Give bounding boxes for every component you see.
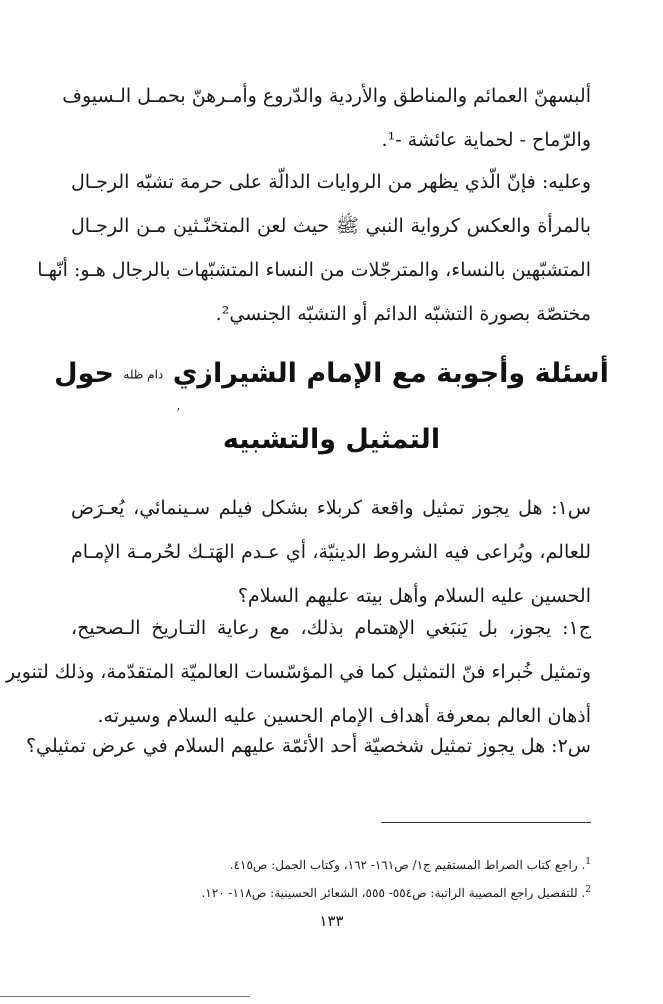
text-line: وتمثيل خُبراء فنّ التمثيل كما في المؤسّسات العالميّة المتقدّمة، وذلك لتنوير [5, 661, 591, 683]
paragraph-veiling [37, 160, 591, 336]
heading-text-start: أسئلة وأجوبة مع الإمام الشيرازي [172, 358, 609, 389]
text-line: بالمرأة والعكس كرواية النبي ﷺ حيث لعن المتخنّـثين مـن الرجـال [71, 215, 591, 237]
stray-mark: ʼ [176, 406, 180, 420]
footnote-text: . راجع كتاب الصراط المستقيم ج١/ ص١٦١- ١٦٢، وكتاب الجمل: ص٤١٥. [229, 858, 586, 872]
footnote-1 [71, 852, 591, 875]
question-1 [71, 486, 591, 618]
footnote-marker: 1 [585, 857, 591, 867]
footnote-text: . للتفصيل راجع المصيبة الراتبة: ص٥٥٤- ٥٥٥، الشعائر الحسينية: ص١١٨- ١٢٠. [201, 886, 586, 900]
text-line: س١: هل يجوز تمثيل واقعة كربلاء بشكل فيلم سـينمائي، يُعـرَض [71, 497, 591, 519]
text-line: والرّماح - لحماية عائشة -¹. [381, 129, 591, 151]
text-line: أذهان العالم بمعرفة أهداف الإمام الحسين عليه السلام وسيرته. [97, 705, 591, 727]
footnote-2 [71, 880, 591, 903]
text-line: وعليه: فإنّ الّذي يظهر من الروايات الدالّة على حرمة تشبّه الرجـال [71, 171, 591, 193]
page-number: ١٣٣ [319, 912, 344, 930]
footnote-marker: 2 [585, 885, 591, 895]
honorific-mark: دام ظله [123, 367, 164, 382]
text-line: مختصّة بصورة التشبّه الدائم أو التشبّه الجنسي². [215, 303, 591, 325]
text-line: س٢: هل يجوز تمثيل شخصيّة أحد الأئمّة عليهم السلام في عرض تمثيلي؟ [25, 735, 591, 757]
text-line: للعالم، ويُراعى فيه الشروط الدينيّة، أي عـدم الهَتـك لحُرمـة الإمـام [71, 541, 591, 563]
text-line: ألبسهنّ العمائم والمناطق والأردية والدّروع وأمـرهنّ بحمـل الـسيوف [62, 85, 591, 107]
heading-text-end: حول [54, 358, 114, 389]
answer-1 [5, 606, 591, 738]
text-line: ج١: يجوز، بل يَنبَغي الإهتمام بذلك، مع رعاية التـاريخ الـصحيح، [71, 617, 591, 639]
question-2 [25, 724, 591, 768]
section-heading-line-1 [0, 358, 663, 389]
section-heading-line-2: التمثيل والتشبيه [222, 424, 441, 455]
footnote-divider [381, 822, 591, 823]
text-line: المتشبّهين بالنساء، والمترجّلات من النساء المتشبّهات بالرجال هـو: أنّهـا [37, 259, 591, 281]
text-line: الحسين عليه السلام وأهل بيته عليهم السلام؟ [237, 585, 591, 607]
top-paragraph [62, 74, 591, 162]
bottom-rule [0, 996, 250, 997]
